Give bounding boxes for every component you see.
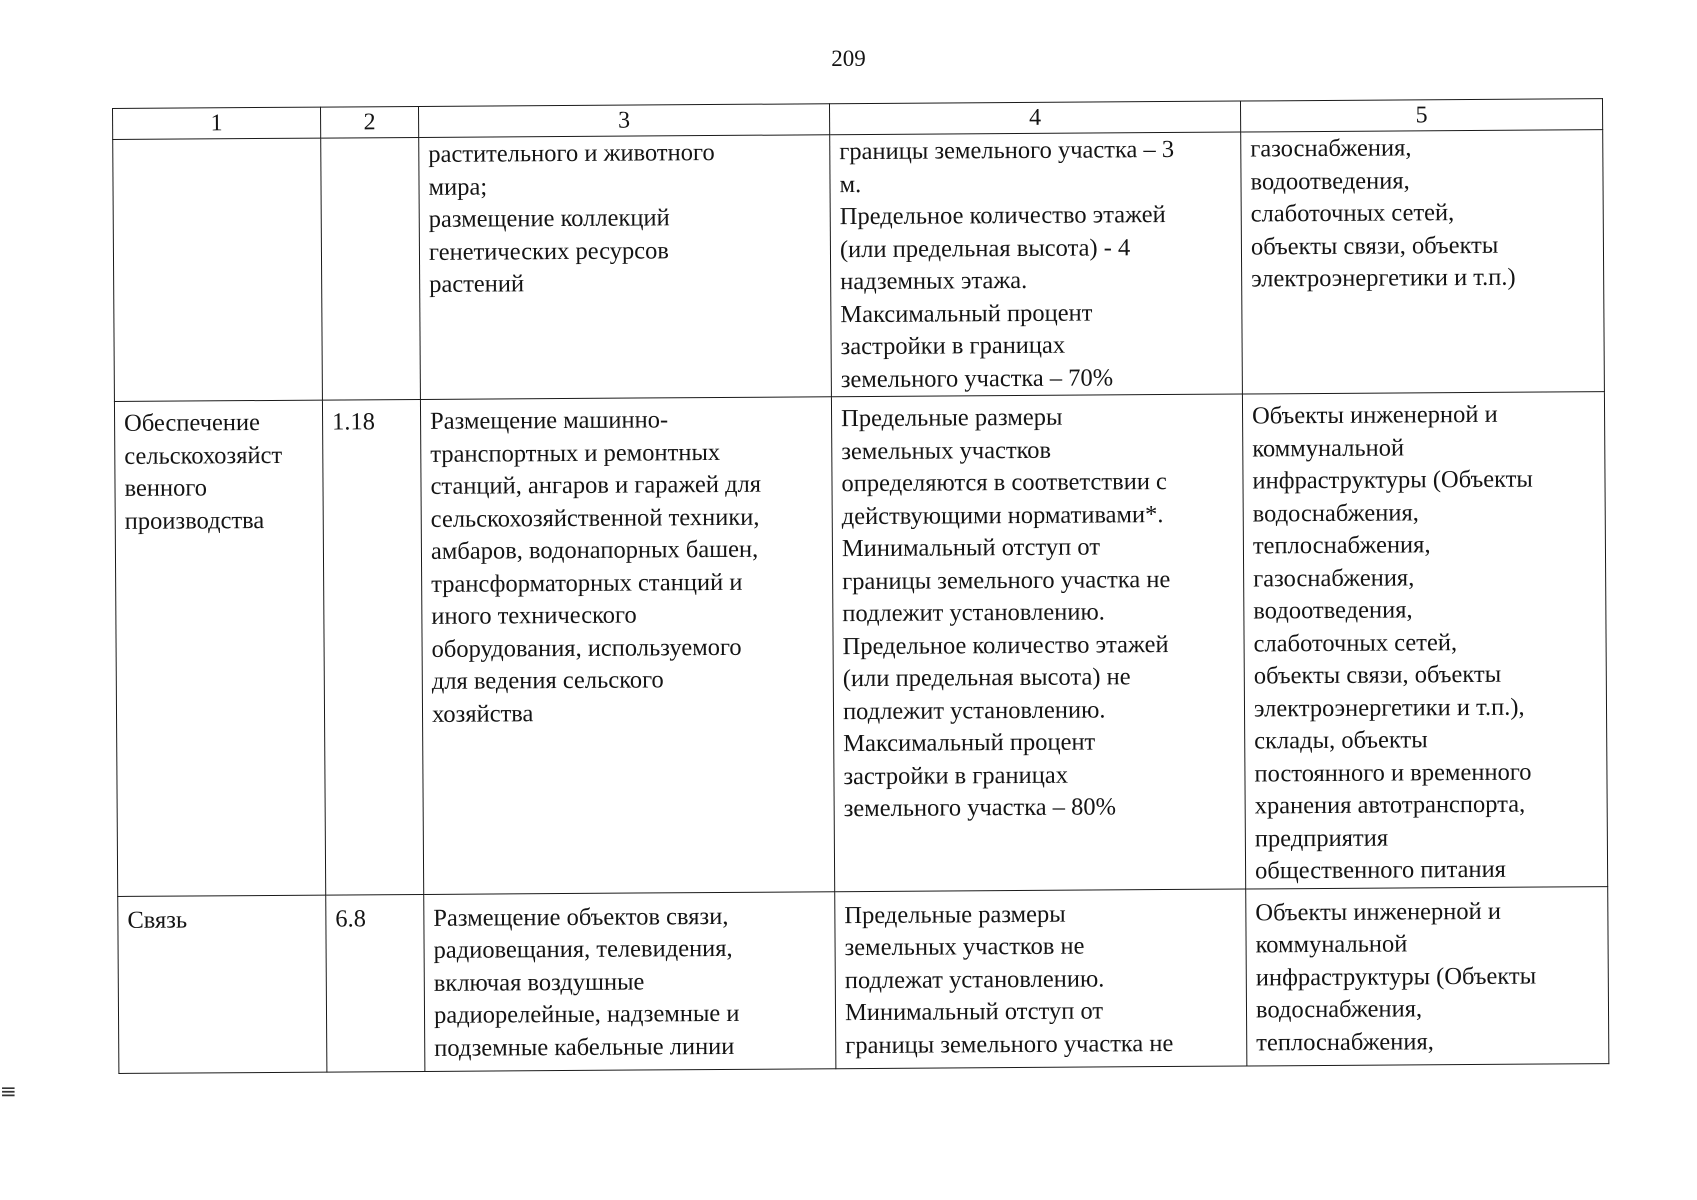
- cell-text-line: водоотведения,: [1253, 596, 1413, 625]
- cell-text-line: постоянного и временного: [1254, 758, 1532, 787]
- row-2-name-cell: [114, 400, 325, 896]
- row-3-description-cell: [424, 891, 836, 1071]
- land-use-table: [112, 98, 1609, 1073]
- row-2-description-cell: [420, 397, 834, 894]
- cell-text-line: сельскохозяйственной техники,: [430, 503, 760, 533]
- cell-text-line: надземных этажа.: [840, 266, 1028, 296]
- cell-text-line: земельных участков: [841, 436, 1052, 465]
- cell-text-line: Максимальный процент: [843, 728, 1096, 758]
- header-cell-4: 4: [829, 101, 1240, 135]
- cell-text-line: водоотведения,: [1250, 166, 1410, 195]
- cell-text-line: границы земельного участка не: [842, 565, 1171, 595]
- cell-text-line: водоснабжения,: [1255, 995, 1423, 1024]
- cell-text-line: слаботочных сетей,: [1253, 628, 1458, 657]
- cell-text-line: водоснабжения,: [1252, 498, 1419, 527]
- cell-text-line: действующими нормативами*.: [841, 500, 1164, 530]
- row-3-parameters-cell: [835, 888, 1247, 1068]
- cell-text-line: (или предельная высота) не: [842, 663, 1131, 693]
- cell-text-line: радиовещания, телевидения,: [433, 934, 733, 964]
- row-1-code-cell: [321, 137, 421, 400]
- cell-text-line: Обеспечение: [124, 409, 261, 437]
- row-1-parameters-cell: [830, 132, 1243, 397]
- cell-text-line: амбаров, водонапорных башен,: [430, 535, 759, 565]
- row-2-auxiliary-uses-cell: [1242, 392, 1607, 889]
- row-1-description-cell: [419, 135, 832, 400]
- cell-text-line: электроэнергетики и т.п.): [1251, 263, 1516, 293]
- cell-text-line: для ведения сельского: [431, 666, 664, 695]
- cell-text-line: границы земельного участка – 3: [839, 135, 1175, 166]
- cell-text-line: иного технического: [431, 601, 637, 630]
- cell-text-line: станций, ангаров и гаражей для: [430, 470, 762, 500]
- cell-text-line: сельскохозяйст: [124, 441, 283, 470]
- row-3-code-cell: [326, 894, 425, 1072]
- page-number: 209: [831, 46, 866, 71]
- cell-text-line: объекты связи, объекты: [1253, 660, 1502, 690]
- cell-text-line: коммунальной: [1255, 930, 1408, 959]
- header-cell-1: 1: [113, 107, 321, 139]
- cell-text-line: теплоснабжения,: [1256, 1027, 1434, 1056]
- cell-text-line: электроэнергетики и т.п.),: [1253, 693, 1525, 722]
- cell-text-line: генетических ресурсов: [428, 236, 669, 266]
- header-cell-3: 3: [418, 104, 829, 138]
- cell-text-line: земельного участка – 70%: [840, 363, 1114, 393]
- cell-text-line: Объекты инженерной и: [1255, 897, 1502, 926]
- header-cell-2: 2: [320, 106, 418, 138]
- cell-text-line: Предельные размеры: [844, 900, 1066, 929]
- cell-text-line: объекты связи, объекты: [1250, 231, 1499, 260]
- cell-text-line: коммунальной: [1252, 433, 1405, 462]
- cell-text-line: мира;: [428, 173, 488, 201]
- table-row: [113, 130, 1605, 402]
- row-1-auxiliary-uses-cell: [1241, 130, 1605, 394]
- cell-text-line: (или предельная высота) - 4: [839, 233, 1131, 263]
- row-1-name-cell: [113, 138, 323, 401]
- scan-margin-mark: ≡: [0, 1079, 17, 1103]
- cell-text-line: Предельное количество этажей: [842, 630, 1169, 660]
- cell-text-line: Минимальный отступ от: [844, 997, 1104, 1027]
- cell-text-line: предприятия: [1254, 824, 1389, 852]
- cell-text-line: оборудования, используемого: [431, 633, 742, 663]
- cell-text-line: Размещение машинно-: [429, 406, 669, 435]
- cell-text-line: границы земельного участка не: [845, 1029, 1174, 1059]
- cell-text-line: Максимальный процент: [840, 299, 1093, 328]
- cell-text-line: инфраструктуры (Объекты: [1255, 962, 1537, 991]
- table-row: [118, 886, 1609, 1073]
- cell-text-line: подлежит установлению.: [842, 598, 1105, 628]
- cell-text-line: Размещение объектов связи,: [433, 902, 729, 932]
- cell-text-line: 6.8: [335, 904, 367, 933]
- cell-text-line: Предельные размеры: [840, 403, 1063, 433]
- cell-text-line: включая воздушные: [433, 967, 645, 997]
- row-2-code-cell: [322, 399, 423, 894]
- cell-text-line: Связь: [127, 906, 188, 934]
- cell-text-line: хранения автотранспорта,: [1254, 790, 1526, 820]
- cell-text-line: слаботочных сетей,: [1250, 199, 1455, 228]
- cell-text-line: производства: [124, 506, 265, 535]
- cell-text-line: размещение коллекций: [428, 204, 670, 233]
- cell-text-line: Предельное количество этажей: [839, 201, 1166, 231]
- cell-text-line: 1.18: [331, 408, 376, 436]
- cell-text-line: Минимальный отступ от: [841, 533, 1101, 563]
- cell-text-line: земельных участков не: [844, 932, 1085, 962]
- row-2-parameters-cell: [831, 394, 1245, 891]
- cell-text-line: подлежат установлению.: [844, 964, 1105, 994]
- cell-text-line: земельного участка – 80%: [843, 793, 1117, 823]
- cell-text-line: подлежит установлению.: [842, 695, 1106, 725]
- cell-text-line: общественного питания: [1254, 855, 1506, 885]
- cell-text-line: транспортных и ремонтных: [430, 438, 721, 468]
- cell-text-line: инфраструктуры (Объекты: [1252, 465, 1533, 495]
- cell-text-line: растительного и животного: [428, 139, 715, 168]
- cell-text-line: застройки в границах: [840, 331, 1066, 361]
- cell-text-line: подземные кабельные линии: [434, 1032, 735, 1062]
- cell-text-line: радиорелейные, надземные и: [433, 999, 740, 1029]
- cell-text-line: венного: [124, 474, 208, 502]
- table-row: [114, 392, 1607, 896]
- cell-text-line: трансформаторных станций и: [431, 568, 743, 598]
- cell-text-line: Объекты инженерной и: [1251, 400, 1498, 430]
- cell-text-line: газоснабжения,: [1250, 134, 1412, 163]
- cell-text-line: газоснабжения,: [1253, 563, 1415, 592]
- cell-text-line: определяются в соответствии с: [841, 468, 1167, 498]
- row-3-name-cell: [118, 895, 327, 1073]
- cell-text-line: склады, объекты: [1254, 726, 1428, 755]
- header-cell-5: 5: [1240, 99, 1602, 132]
- cell-text-line: м.: [839, 170, 862, 198]
- row-3-auxiliary-uses-cell: [1246, 886, 1609, 1065]
- cell-text-line: теплоснабжения,: [1252, 531, 1431, 560]
- cell-text-line: хозяйства: [431, 699, 534, 728]
- cell-text-line: растений: [429, 270, 525, 298]
- cell-text-line: застройки в границах: [843, 761, 1069, 790]
